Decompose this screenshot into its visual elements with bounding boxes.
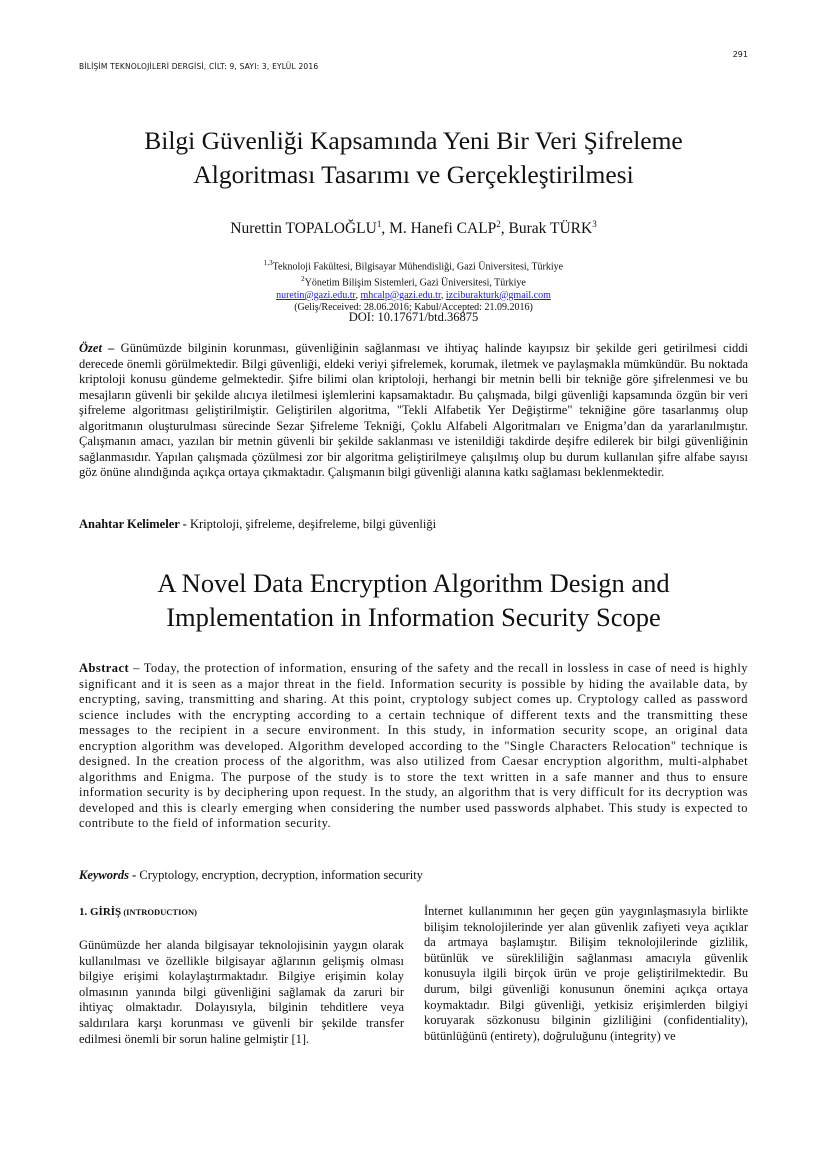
abstract-turkish-label: Özet – [79,341,115,355]
author-name: Burak TÜRK [508,220,593,238]
introduction-left-column: Günümüzde her alanda bilgisayar teknolojisinin yaygın olarak kullanılması ve özellikle bilgisayar ağlarının gelişmiş olması bilgiye erişimi kolaylaştırmaktadır. Bilgiye erişimin kolay olmasının yanında bilgi güvenliğini sağlamak da zaruri bir ihtiyaç olmaktadır. Dolayısıyla, bilginin tehditlere veya saldırılara karşı korunması ve güvenli bir şekilde transfer edilmesi önemli bir sorun haline gelmiştir [1]. [79,938,404,1046]
email-separator: , [355,289,361,301]
title-english-line1: A Novel Data Encryption Algorithm Design and [157,568,670,598]
keywords-turkish [79,517,748,533]
keywords-turkish-text: Kriptoloji, şifreleme, deşifreleme, bilgi güvenliği [186,517,437,531]
abstract-turkish-text: Günümüzde bilginin korunması, güvenliğinin sağlanması ve ihtiyaç halinde kayıpsız bir şekilde geri getirilmesi ciddi derecede önemli görülmektedir. Bilgi güvenliği, eldeki veriyi şifrelemek, korumak, iletmek ve paylaşmakla mümkündür. Bu noktada kriptoloji konusu gündeme gelmektedir. Şifre bilimi olan kriptoloji, herhangi bir metnin belli bir tekniğe göre şifrelenmesi ve bu mesajların güvenli bir şekilde alıcıya iletilmesi işlemlerini kapsamaktadır. Bu çalışmada, bilgi güvenliği kapsamında özgün bir veri şifreleme algoritması geliştirilmiştir. Geliştirilen algoritma, "Tekli Alfabetik Yer Değiştirme" tekniğine göre tasarlanmış olup algoritmanın oluşturulması sürecinde Sezar Şifreleme Tekniği, Çoklu Alfabeli Algoritmaları ve Enigma’dan da yararlanılmıştır. Çalışmanın amacı, yazılan bir metnin güvenli bir şekilde saklanması ve istenildiği takdirde deşifre edilerek bir bilgi güvenliğinin sağlanmasıdır. Yapılan çalışmada çözülmesi zor bir algoritma geliştirilmeye çalışılmış olup bu durum kullanılan şifre alfabe sayısı göz önüne alındığında açıkça ortaya çıkmaktadır. Çalışmanın bilgi güvenliği alanına katkı sağlaması beklenmektedir. [79,341,748,479]
author-name: Nurettin TOPALOĞLU [230,220,377,238]
title-turkish-line1: Bilgi Güvenliği Kapsamında Yeni Bir Veri Şifreleme [144,126,683,155]
abstract-english [79,661,748,832]
keywords-english [79,868,748,884]
abstract-english-label: Abstract [79,661,130,675]
affiliation-2 [79,273,748,289]
title-turkish-line2: Algoritması Tasarımı ve Gerçekleştirilmesi [193,160,634,189]
keywords-english-label: Keywords - [79,868,137,882]
title-turkish [79,124,748,192]
page-number: 291 [732,50,748,59]
author-affiliation-mark: 1 [376,219,382,229]
author-name: M. Hanefi CALP [389,220,497,238]
author-affiliation-mark: 3 [592,219,597,229]
email-separator: , [440,289,446,301]
section-heading-english: (INTRODUCTION) [121,907,197,917]
title-english-line2: Implementation in Information Security Scope [166,602,661,632]
author-affiliation-mark: 2 [496,219,501,229]
journal-header: BİLİŞİM TEKNOLOJİLERİ DERGİSİ, CİLT: 9, SAYI: 3, EYLÜL 2016 [79,62,319,71]
author-separator: , [500,220,509,238]
keywords-turkish-label: Anahtar Kelimeler - [79,517,187,531]
affiliation-mark: 1,3 [263,259,273,267]
affiliation-text: Yönetim Bilişim Sistemleri, Gazi Üniversitesi, Türkiye [304,277,526,289]
doi: DOI: 10.17671/btd.36875 [348,310,479,324]
section-heading-text: 1. GİRİŞ [79,906,122,918]
received-accepted-dates: (Geliş/Received: 28.06.2016; Kabul/Accepted: 21.09.2016) [294,301,533,313]
author-list [79,219,748,238]
abstract-english-text: – Today, the protection of information, ensuring of the safety and the recall in lossless in case of need is highly significant and it is seen as a major threat in the field. Information security is possible by hiding the available data, by encrypting, saving, transmitting and sharing. At this point, cryptology subject comes up. Cryptology called as password science includes with the encrypting according to a certain technique of different texts and the transmitting these messages to the recipient in a secure environment. In this study, in information security scope, an original data encryption algorithm was developed. Algorithm developed according to the "Single Characters Relocation" technique is designed. In the creation process of the algorithm, was also utilized from Caesar encryption algorithm, multi-alphabet algorithms and Enigma. The purpose of the study is to store the text written in a safe manner and thus to ensure information security is by deciphering upon request. In the study, an algorithm that is very difficult for its decryption was developed and this is clearly emerging when considering the number used passwords alphabet. This study is expected to contribute to the field of information security. [79,661,748,830]
email-link[interactable]: izciburakturk@gmail.com [445,289,551,301]
keywords-english-text: Cryptology, encryption, decryption, information security [136,868,423,882]
affiliation-mark: 2 [301,275,305,284]
affiliations [79,257,748,314]
affiliation-1 [79,257,748,273]
email-link[interactable]: nuretin@gazi.edu.tr [276,289,356,301]
email-list [79,290,748,302]
abstract-turkish [79,341,748,481]
author-separator: , [381,220,390,238]
title-english [79,566,748,634]
introduction-right-column: İnternet kullanımının her geçen gün yaygınlaşmasıyla birlikte bilişim teknolojilerinde yer alan güvenlik zafiyeti veya açıklar da artmaya başlamıştır. Bilişim teknolojilerinde gizlilik, bütünlük ve sürekliliğin sağlanması amacıyla güvenlik konusuyla ilgili birçok ürün ve proje geliştirilmektedir. Bu durum, bilgi güvenliği konusunun önemini açıkça ortaya koymaktadır. Bilgi güvenliği, yetkisiz erişimlerden bilgiyi koruyarak sözkonusu bilginin gizliliğini (confidentiality), bütünlüğünü (entirety), doğruluğunu (integrity) ve [424,904,748,1043]
affiliation-text: Teknoloji Fakültesi, Bilgisayar Mühendisliği, Gazi Üniversitesi, Türkiye [272,261,564,273]
section-heading-introduction [79,906,197,918]
email-link[interactable]: mhcalp@gazi.edu.tr [360,289,441,301]
